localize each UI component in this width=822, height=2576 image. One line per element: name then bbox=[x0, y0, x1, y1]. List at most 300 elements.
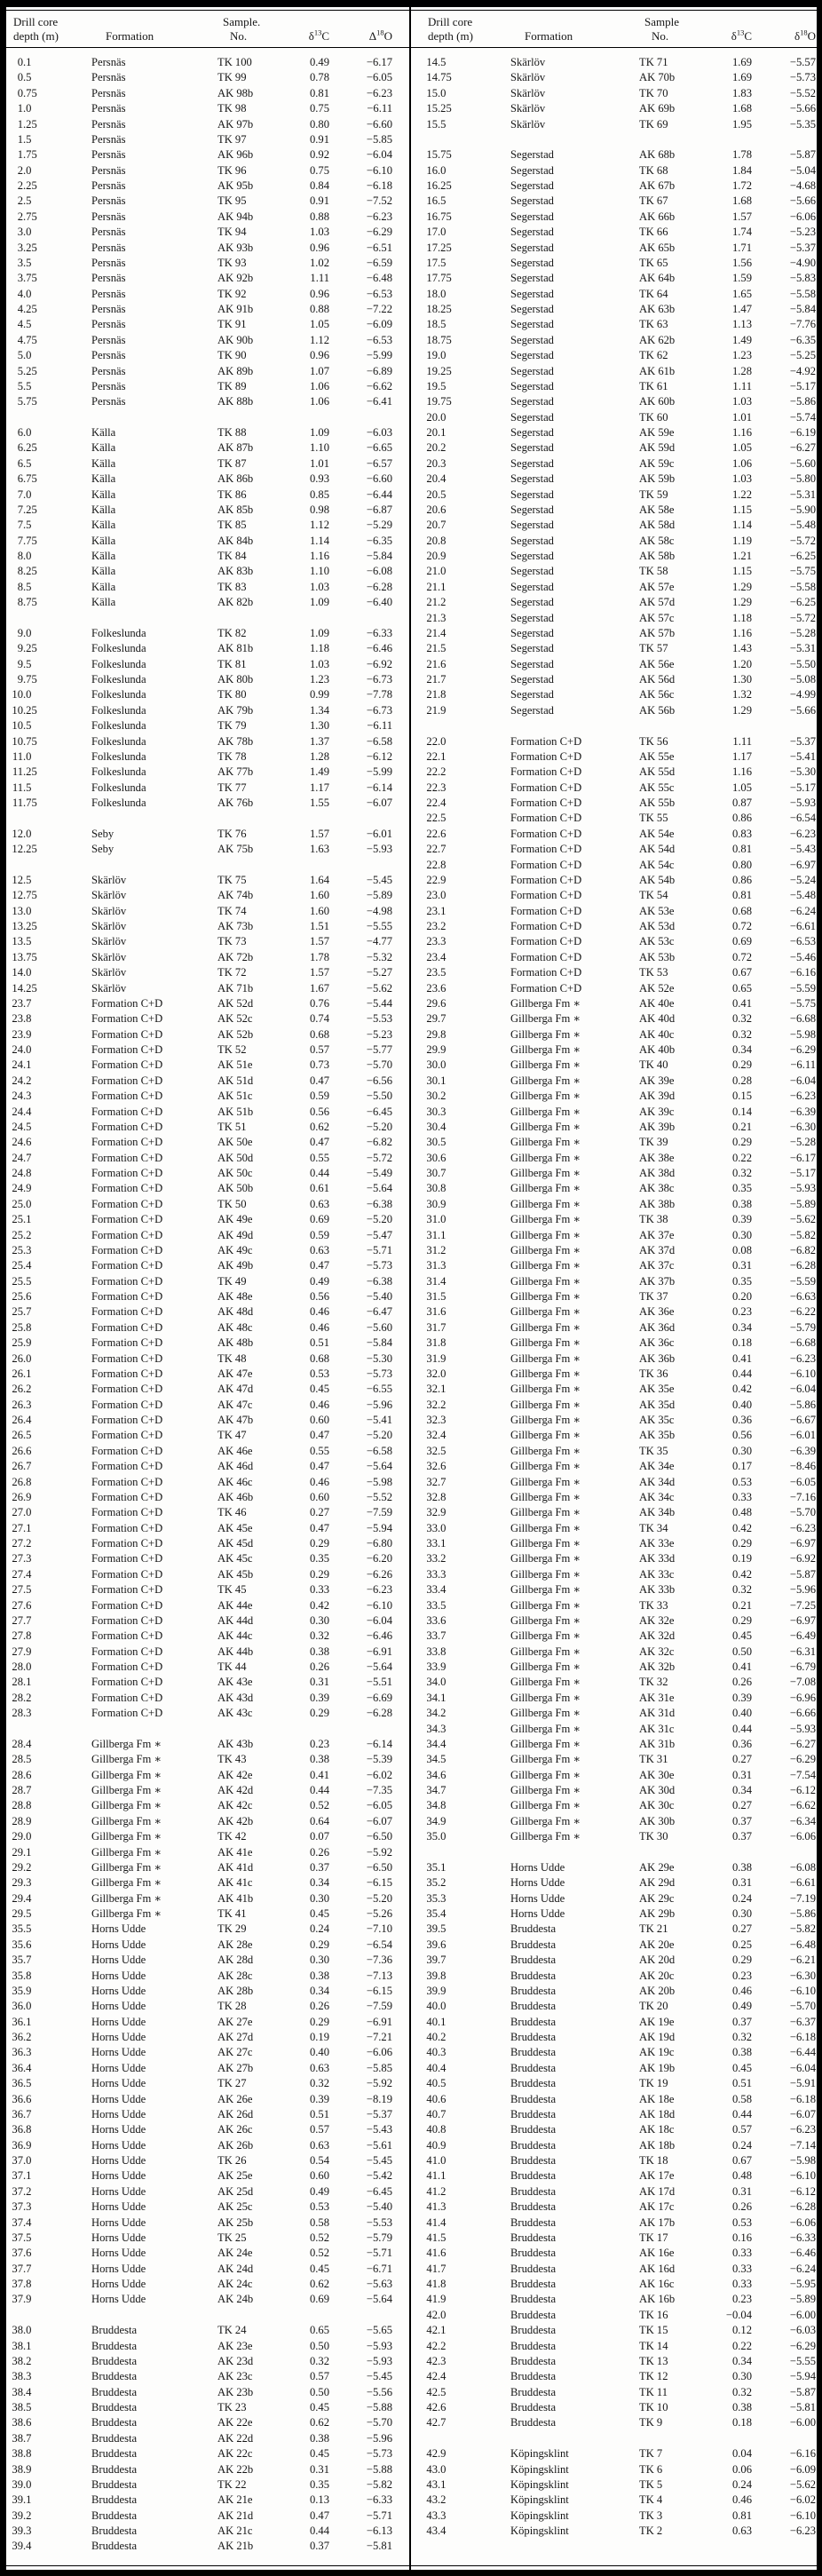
sample-cell: AK 45c bbox=[217, 1552, 253, 1565]
d13c-cell: 1.12 bbox=[309, 333, 329, 346]
d13c-cell: 1.51 bbox=[309, 920, 329, 932]
sample-cell: AK 19b bbox=[639, 2061, 676, 2074]
depth-cell: 22.3 bbox=[426, 781, 447, 794]
formation-cell: Persnäs bbox=[91, 256, 126, 269]
sample-cell: AK 22e bbox=[217, 2416, 253, 2429]
formation-cell: Källa bbox=[91, 534, 116, 547]
formation-cell: Gillberga Fm ∗ bbox=[510, 1012, 581, 1026]
d13c-cell: 0.96 bbox=[309, 349, 329, 362]
depth-cell: 6.75 bbox=[17, 472, 37, 486]
table-row bbox=[412, 287, 817, 302]
sample-cell: AK 39b bbox=[639, 1120, 676, 1133]
table-row bbox=[6, 1428, 408, 1443]
depth-cell: 32.9 bbox=[426, 1506, 447, 1519]
formation-cell: Horns Udde bbox=[91, 2123, 146, 2136]
table-row bbox=[412, 611, 817, 626]
sample-cell: AK 36b bbox=[639, 1351, 676, 1365]
depth-cell: 22.8 bbox=[426, 858, 447, 871]
d18o-cell: −6.09 bbox=[366, 318, 392, 331]
sample-cell: AK 57d bbox=[639, 596, 676, 609]
depth-cell: 4.75 bbox=[17, 333, 37, 346]
d13c-cell: 0.34 bbox=[309, 1984, 329, 1997]
d18o-cell: −5.45 bbox=[366, 2370, 392, 2383]
d13c-cell: 0.36 bbox=[731, 1414, 752, 1426]
table-row bbox=[6, 2231, 408, 2246]
d18o-cell: −5.04 bbox=[789, 163, 816, 177]
depth-cell: 36.2 bbox=[12, 2031, 32, 2043]
formation-cell: Persnäs bbox=[91, 318, 126, 331]
d13c-cell: 0.45 bbox=[309, 2401, 329, 2414]
table-row bbox=[412, 1336, 817, 1351]
sample-cell: AK 52e bbox=[639, 981, 675, 995]
d18o-cell: −5.43 bbox=[366, 2123, 392, 2136]
depth-cell: 37.0 bbox=[12, 2154, 32, 2167]
d13c-cell: 0.07 bbox=[309, 1830, 329, 1843]
depth-cell: 40.9 bbox=[426, 2138, 447, 2152]
d18o-cell: −5.72 bbox=[789, 611, 816, 624]
d13c-cell: 0.69 bbox=[309, 1213, 329, 1226]
table-row bbox=[412, 2107, 817, 2122]
d13c-cell: 0.37 bbox=[731, 1830, 752, 1843]
depth-cell: 8.25 bbox=[17, 565, 37, 578]
table-row bbox=[412, 2524, 817, 2539]
table-row bbox=[412, 827, 817, 842]
formation-cell: Formation C+D bbox=[91, 1537, 163, 1550]
depth-cell: 13.75 bbox=[12, 950, 37, 963]
d18o-cell: −5.44 bbox=[366, 996, 392, 1010]
table-row bbox=[412, 1120, 817, 1135]
sample-cell: TK 71 bbox=[639, 56, 668, 68]
depth-cell: 6.0 bbox=[17, 426, 32, 439]
formation-cell: Formation C+D bbox=[91, 996, 163, 1010]
depth-cell: 26.0 bbox=[12, 1351, 32, 1365]
d18o-cell: −6.02 bbox=[366, 1768, 392, 1781]
sample-cell: TK 30 bbox=[639, 1830, 668, 1843]
header-depth-line2: depth (m) bbox=[13, 28, 59, 43]
depth-cell: 24.3 bbox=[12, 1090, 32, 1103]
table-row bbox=[6, 1382, 408, 1397]
group-gap bbox=[6, 1722, 408, 1737]
d13c-cell: 0.52 bbox=[309, 2231, 329, 2244]
sample-cell: AK 67b bbox=[639, 179, 676, 192]
depth-cell: 2.25 bbox=[17, 179, 37, 192]
d18o-cell: −7.52 bbox=[366, 194, 392, 208]
formation-cell: Bruddesta bbox=[510, 1969, 557, 1982]
d18o-cell: −5.60 bbox=[366, 1320, 392, 1334]
table-row bbox=[6, 1058, 408, 1073]
table-row bbox=[6, 1891, 408, 1906]
table-row bbox=[6, 1798, 408, 1813]
d13c-cell: 0.25 bbox=[731, 1938, 752, 1951]
d13c-cell: 1.65 bbox=[731, 287, 752, 300]
table-row bbox=[6, 1289, 408, 1304]
formation-cell: Segerstad bbox=[510, 503, 554, 516]
formation-cell: Segerstad bbox=[510, 550, 554, 562]
d13c-cell: 0.19 bbox=[731, 1552, 752, 1565]
d13c-cell: 0.20 bbox=[731, 1290, 752, 1303]
d13c-cell: 0.49 bbox=[309, 2184, 329, 2198]
table-row bbox=[412, 410, 817, 425]
d18o-cell: −7.16 bbox=[789, 1490, 816, 1503]
d13c-cell: 0.44 bbox=[731, 1722, 752, 1735]
d18o-cell: −5.96 bbox=[789, 1583, 816, 1597]
formation-cell: Gillberga Fm ∗ bbox=[510, 1429, 581, 1442]
d13c-cell: 0.75 bbox=[309, 102, 329, 115]
d18o-cell: −6.10 bbox=[366, 163, 392, 177]
formation-cell: Gillberga Fm ∗ bbox=[91, 1799, 162, 1812]
d13c-cell: 0.53 bbox=[309, 2200, 329, 2214]
d13c-cell: 0.83 bbox=[731, 827, 752, 840]
d13c-cell: 0.39 bbox=[731, 1213, 752, 1226]
formation-cell: Bruddesta bbox=[510, 2061, 557, 2074]
d13c-cell: 0.30 bbox=[731, 1907, 752, 1920]
d18o-cell: −7.19 bbox=[789, 1891, 816, 1905]
d13c-cell: 1.29 bbox=[731, 703, 752, 717]
d18o-cell: −5.84 bbox=[366, 1336, 392, 1350]
depth-cell: 12.0 bbox=[12, 827, 32, 840]
formation-cell: Köpingsklint bbox=[510, 2509, 569, 2522]
depth-cell: 35.3 bbox=[426, 1891, 447, 1905]
sample-cell: TK 27 bbox=[217, 2077, 247, 2090]
d18o-cell: −5.95 bbox=[789, 2278, 816, 2290]
table-row bbox=[6, 256, 408, 271]
d18o-cell: −5.37 bbox=[366, 2107, 392, 2120]
sample-cell: AK 85b bbox=[217, 503, 254, 516]
d13c-cell: 1.18 bbox=[309, 642, 329, 655]
table-row bbox=[412, 1938, 817, 1953]
d18o-cell: −6.96 bbox=[789, 1691, 816, 1704]
d18o-cell: −7.78 bbox=[366, 688, 392, 701]
d13c-cell: 0.46 bbox=[309, 1305, 329, 1319]
d18o-cell: −6.30 bbox=[789, 1969, 816, 1982]
sample-cell: AK 24d bbox=[217, 2262, 254, 2275]
sample-cell: AK 43e bbox=[217, 1676, 253, 1689]
d13c-cell: 0.62 bbox=[309, 1120, 329, 1133]
d18o-cell: −6.06 bbox=[789, 210, 816, 223]
table-row bbox=[6, 364, 408, 379]
table-rows-right bbox=[412, 55, 817, 2539]
sample-cell: AK 51d bbox=[217, 1074, 254, 1087]
sample-cell: TK 99 bbox=[217, 71, 247, 84]
sample-cell: AK 28c bbox=[217, 1969, 253, 1982]
d13c-cell: 0.60 bbox=[309, 2169, 329, 2183]
d13c-cell: 0.45 bbox=[309, 1383, 329, 1396]
d18o-cell: −6.68 bbox=[789, 1336, 816, 1350]
d13c-cell: 1.30 bbox=[731, 673, 752, 686]
sample-cell: AK 33b bbox=[639, 1583, 676, 1597]
table-row bbox=[412, 2231, 817, 2246]
depth-cell: 37.4 bbox=[12, 2215, 32, 2229]
sample-cell: AK 41b bbox=[217, 1891, 254, 1905]
table-row bbox=[6, 1613, 408, 1629]
formation-cell: Gillberga Fm ∗ bbox=[510, 1105, 581, 1118]
formation-cell: Bruddesta bbox=[510, 1954, 557, 1967]
table-row bbox=[412, 1444, 817, 1459]
table-row bbox=[6, 626, 408, 641]
formation-cell: Formation C+D bbox=[91, 1398, 163, 1411]
sample-cell: TK 70 bbox=[639, 86, 668, 99]
table-row bbox=[6, 2431, 408, 2446]
d13c-cell: 0.26 bbox=[309, 1845, 329, 1859]
depth-cell: 43.3 bbox=[426, 2509, 447, 2522]
d18o-cell: −6.39 bbox=[789, 1444, 816, 1457]
formation-cell: Gillberga Fm ∗ bbox=[91, 1876, 162, 1890]
formation-cell: Formation C+D bbox=[91, 1583, 163, 1597]
d13c-cell: 0.96 bbox=[309, 241, 329, 254]
d18o-cell: −6.82 bbox=[789, 1243, 816, 1256]
table-row bbox=[412, 888, 817, 903]
sample-cell: TK 6 bbox=[639, 2462, 663, 2476]
depth-cell: 31.7 bbox=[426, 1320, 447, 1334]
formation-cell: Skärlöv bbox=[510, 71, 546, 84]
formation-cell: Folkeslunda bbox=[91, 688, 146, 701]
depth-cell: 23.9 bbox=[12, 1027, 32, 1041]
formation-cell: Gillberga Fm ∗ bbox=[510, 1552, 581, 1565]
d18o-cell: −6.15 bbox=[366, 1984, 392, 1997]
d18o-cell: −5.73 bbox=[366, 1367, 392, 1380]
d18o-cell: −6.53 bbox=[366, 287, 392, 300]
table-row bbox=[6, 1274, 408, 1289]
sample-cell: AK 54e bbox=[639, 827, 675, 840]
sample-cell: TK 72 bbox=[217, 966, 247, 979]
d18o-cell: −6.12 bbox=[366, 749, 392, 763]
d13c-cell: 1.12 bbox=[309, 519, 329, 532]
d13c-cell: 0.27 bbox=[309, 1506, 329, 1519]
d13c-cell: 0.22 bbox=[731, 1151, 752, 1164]
formation-cell: Formation C+D bbox=[91, 1027, 163, 1041]
sample-cell: AK 49d bbox=[217, 1228, 254, 1241]
formation-cell: Horns Udde bbox=[91, 2015, 146, 2028]
depth-cell: 5.0 bbox=[17, 349, 32, 362]
d13c-cell: 0.41 bbox=[731, 1661, 752, 1673]
d18o-cell: −5.50 bbox=[366, 1090, 392, 1103]
d13c-cell: 0.24 bbox=[731, 2477, 752, 2491]
depth-cell: 32.1 bbox=[426, 1383, 447, 1396]
depth-cell: 32.4 bbox=[426, 1429, 447, 1442]
table-row bbox=[412, 842, 817, 857]
formation-cell: Gillberga Fm ∗ bbox=[91, 1737, 162, 1750]
group-gap bbox=[412, 2431, 817, 2446]
d18o-cell: −6.30 bbox=[789, 1120, 816, 1133]
sample-cell: AK 31e bbox=[639, 1691, 675, 1704]
formation-cell: Persnäs bbox=[91, 132, 126, 146]
sample-cell: TK 94 bbox=[217, 226, 247, 239]
depth-cell: 35.1 bbox=[426, 1860, 447, 1874]
formation-cell: Bruddesta bbox=[510, 2215, 557, 2229]
depth-cell: 24.2 bbox=[12, 1074, 32, 1087]
depth-cell: 41.6 bbox=[426, 2247, 447, 2260]
table-row bbox=[6, 2061, 408, 2076]
sample-cell: TK 57 bbox=[639, 642, 668, 655]
d13c-cell: 0.55 bbox=[309, 1151, 329, 1164]
table-row bbox=[6, 241, 408, 256]
sample-cell: TK 50 bbox=[217, 1197, 247, 1210]
sample-cell: AK 56e bbox=[639, 657, 675, 670]
formation-cell: Persnäs bbox=[91, 226, 126, 239]
header-sample-line2: No. bbox=[230, 28, 248, 43]
d13c-cell: 1.11 bbox=[732, 379, 752, 392]
table-row bbox=[412, 1536, 817, 1551]
table-row bbox=[6, 765, 408, 780]
sample-cell: AK 27b bbox=[217, 2061, 254, 2074]
sample-cell: AK 18b bbox=[639, 2138, 676, 2152]
formation-cell: Segerstad bbox=[510, 395, 554, 408]
depth-cell: 38.7 bbox=[12, 2431, 32, 2445]
table-row bbox=[6, 1243, 408, 1258]
d13c-cell: 0.35 bbox=[731, 1182, 752, 1195]
table-row bbox=[6, 1645, 408, 1660]
sample-cell: AK 28d bbox=[217, 1954, 254, 1967]
formation-cell: Segerstad bbox=[510, 287, 554, 300]
d13c-cell: 0.56 bbox=[309, 1105, 329, 1118]
depth-cell: 21.4 bbox=[426, 626, 447, 639]
depth-cell: 42.2 bbox=[426, 2339, 447, 2352]
depth-cell: 5.5 bbox=[17, 379, 32, 392]
formation-cell: Gillberga Fm ∗ bbox=[91, 1784, 162, 1796]
table-row bbox=[412, 472, 817, 487]
depth-cell: 32.5 bbox=[426, 1444, 447, 1457]
d13c-cell: 0.44 bbox=[309, 1784, 329, 1796]
table-row bbox=[412, 1475, 817, 1490]
d13c-cell: 0.30 bbox=[731, 1444, 752, 1457]
formation-cell: Persnäs bbox=[91, 272, 126, 285]
depth-cell: 26.1 bbox=[12, 1367, 32, 1380]
depth-cell: 12.75 bbox=[12, 889, 37, 902]
formation-cell: Gillberga Fm ∗ bbox=[510, 1151, 581, 1164]
table-row bbox=[6, 1475, 408, 1490]
d18o-cell: −5.37 bbox=[789, 241, 816, 254]
table-row bbox=[412, 1151, 817, 1166]
formation-cell: Segerstad bbox=[510, 626, 554, 639]
formation-cell: Formation C+D bbox=[91, 1136, 163, 1149]
sample-cell: AK 28b bbox=[217, 1984, 254, 1997]
formation-cell: Källa bbox=[91, 456, 116, 470]
sample-cell: TK 49 bbox=[217, 1274, 247, 1288]
d18o-cell: −5.88 bbox=[366, 2462, 392, 2476]
d18o-cell: −4.92 bbox=[789, 364, 816, 377]
d18o-cell: −7.54 bbox=[789, 1768, 816, 1781]
table-row bbox=[6, 1521, 408, 1536]
depth-cell: 24.5 bbox=[12, 1120, 32, 1133]
d13c-cell: 0.45 bbox=[309, 1907, 329, 1920]
sample-cell: TK 48 bbox=[217, 1351, 247, 1365]
sample-cell: TK 97 bbox=[217, 132, 247, 146]
d13c-cell: 0.38 bbox=[731, 2401, 752, 2414]
d13c-cell: 0.87 bbox=[731, 797, 752, 809]
d18o-cell: −5.37 bbox=[789, 734, 816, 748]
formation-cell: Formation C+D bbox=[510, 966, 582, 979]
d13c-cell: 0.33 bbox=[731, 2262, 752, 2275]
d18o-cell: −5.45 bbox=[366, 2154, 392, 2167]
sample-cell: AK 34d bbox=[639, 1475, 676, 1488]
d18o-cell: −6.29 bbox=[789, 2339, 816, 2352]
table-row bbox=[6, 1444, 408, 1459]
table-row bbox=[412, 2030, 817, 2045]
d18o-cell: −6.97 bbox=[789, 1537, 816, 1550]
sample-cell: TK 4 bbox=[639, 2493, 663, 2507]
d13c-cell: 0.42 bbox=[731, 1521, 752, 1534]
d18o-cell: −5.72 bbox=[366, 1151, 392, 1164]
d18o-cell: −5.98 bbox=[789, 2154, 816, 2167]
sample-cell: AK 44e bbox=[217, 1598, 253, 1612]
d18o-cell: −5.55 bbox=[366, 920, 392, 932]
d18o-cell: −6.23 bbox=[789, 1351, 816, 1365]
d13c-cell: 0.30 bbox=[309, 1954, 329, 1967]
formation-cell: Horns Udde bbox=[510, 1860, 565, 1874]
d18o-cell: −6.57 bbox=[366, 456, 392, 470]
sample-cell: AK 92b bbox=[217, 272, 254, 285]
table-row bbox=[412, 1243, 817, 1258]
d18o-cell: −5.80 bbox=[789, 472, 816, 486]
depth-cell: 21.0 bbox=[426, 565, 447, 578]
formation-cell: Bruddesta bbox=[91, 2385, 138, 2398]
d13c-cell: 0.12 bbox=[731, 2324, 752, 2337]
d18o-cell: −6.62 bbox=[366, 379, 392, 392]
table-row bbox=[6, 1737, 408, 1752]
table-row bbox=[6, 950, 408, 965]
formation-cell: Horns Udde bbox=[91, 2247, 146, 2260]
d18o-cell: −6.91 bbox=[366, 1645, 392, 1658]
sample-cell: TK 54 bbox=[639, 889, 668, 902]
depth-cell: 40.6 bbox=[426, 2092, 447, 2105]
depth-cell: 37.2 bbox=[12, 2184, 32, 2198]
formation-cell: Horns Udde bbox=[91, 2231, 146, 2244]
sample-cell: AK 33d bbox=[639, 1552, 676, 1565]
sample-cell: TK 29 bbox=[217, 1922, 247, 1936]
table-row bbox=[6, 1320, 408, 1336]
sample-cell: AK 43b bbox=[217, 1737, 254, 1750]
d13c-cell: 0.33 bbox=[731, 2247, 752, 2260]
table-row bbox=[412, 1875, 817, 1890]
table-row bbox=[412, 271, 817, 286]
d13c-cell: 1.63 bbox=[309, 843, 329, 856]
sample-cell: AK 73b bbox=[217, 920, 254, 932]
table-row bbox=[6, 503, 408, 518]
formation-cell: Persnäs bbox=[91, 179, 126, 192]
d18o-cell: −5.71 bbox=[366, 1243, 392, 1256]
depth-cell: 39.4 bbox=[12, 2540, 32, 2553]
sample-cell: AK 80b bbox=[217, 673, 254, 686]
d18o-cell: −5.75 bbox=[789, 996, 816, 1010]
table-row bbox=[6, 2184, 408, 2200]
formation-cell: Formation C+D bbox=[91, 1043, 163, 1056]
d18o-cell: −6.65 bbox=[366, 441, 392, 455]
sample-cell: TK 14 bbox=[639, 2339, 668, 2352]
d18o-cell: −6.47 bbox=[366, 1305, 392, 1319]
formation-cell: Formation C+D bbox=[510, 843, 582, 856]
depth-cell: 16.25 bbox=[426, 179, 452, 192]
d13c-cell: 0.56 bbox=[731, 1429, 752, 1442]
depth-cell: 31.2 bbox=[426, 1243, 447, 1256]
formation-cell: Bruddesta bbox=[91, 2339, 138, 2352]
d13c-cell: 0.33 bbox=[309, 1583, 329, 1597]
formation-cell: Bruddesta bbox=[510, 2169, 557, 2183]
d18o-cell: −5.51 bbox=[366, 1676, 392, 1689]
d18o-cell: −7.10 bbox=[366, 1922, 392, 1936]
formation-cell: Skärlöv bbox=[91, 950, 127, 963]
table-row bbox=[6, 2493, 408, 2508]
formation-cell: Skärlöv bbox=[510, 86, 546, 99]
table-row bbox=[412, 379, 817, 394]
table-row bbox=[412, 241, 817, 256]
d13c-cell: 0.06 bbox=[731, 2462, 752, 2476]
depth-cell: 35.6 bbox=[12, 1938, 32, 1951]
d18o-cell: −5.86 bbox=[789, 1398, 816, 1411]
depth-cell: 30.2 bbox=[426, 1090, 447, 1103]
d13c-cell: 1.74 bbox=[731, 226, 752, 239]
d13c-cell: 0.41 bbox=[731, 996, 752, 1010]
sample-cell: TK 38 bbox=[639, 1213, 668, 1226]
